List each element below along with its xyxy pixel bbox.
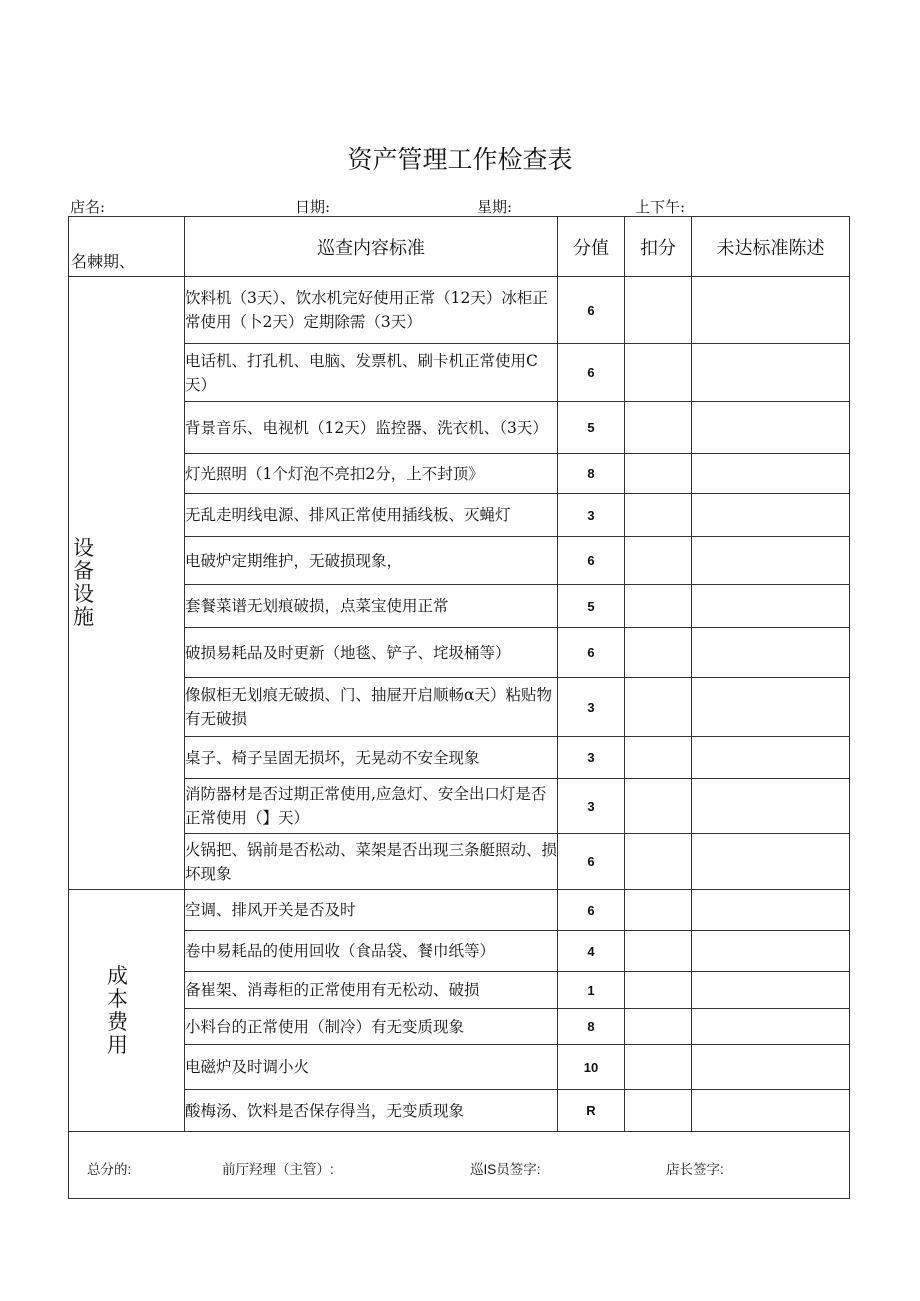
score-cell: 3	[558, 737, 625, 779]
standard-cell: 电磁炉及时调小火	[185, 1045, 558, 1090]
score-cell: 8	[558, 454, 625, 494]
deduct-cell[interactable]	[625, 585, 692, 628]
table-row	[69, 678, 850, 737]
deduct-cell[interactable]	[625, 402, 692, 454]
score-cell: R	[558, 1090, 625, 1132]
table-row	[69, 344, 850, 402]
table-row	[69, 402, 850, 454]
standard-cell: 灯光照明（1个灯泡不亮扣2分，上不封顶》	[185, 454, 558, 494]
table-row	[69, 972, 850, 1009]
ampm-label: 上下午:	[635, 198, 686, 216]
standard-cell: 桌子、椅子呈固无损坏，无晃动不安全现象	[185, 737, 558, 779]
remark-cell[interactable]	[692, 628, 850, 678]
header-row	[69, 217, 850, 277]
score-cell: 1	[558, 972, 625, 1009]
remark-cell[interactable]	[692, 585, 850, 628]
header-category: 名棘期、	[69, 217, 185, 277]
deduct-cell[interactable]	[625, 737, 692, 779]
header-standard: 巡查内容标准	[185, 217, 558, 277]
remark-cell[interactable]	[692, 277, 850, 344]
score-cell: 6	[558, 890, 625, 931]
score-cell: 6	[558, 277, 625, 344]
category-cell-cost	[69, 890, 185, 1132]
standard-cell: 电话机、打孔机、电脑、发票机、刷卡机正常使用C天）	[185, 344, 558, 402]
score-cell: 8	[558, 1009, 625, 1045]
category-cell-equipment	[69, 277, 185, 890]
score-cell: 3	[558, 779, 625, 834]
standard-cell: 像俶柜无划痕无破损、门、抽屉开启顺畅α天）粘贴物有无破损	[185, 678, 558, 737]
deduct-cell[interactable]	[625, 1045, 692, 1090]
standard-cell: 酸梅汤、饮料是否保存得当，无变质现象	[185, 1090, 558, 1132]
table-row	[69, 277, 850, 344]
standard-cell: 套餐菜谱无划痕破损，点菜宝使用正常	[185, 585, 558, 628]
score-cell: 6	[558, 834, 625, 890]
score-cell: 5	[558, 585, 625, 628]
remark-cell[interactable]	[692, 779, 850, 834]
remark-cell[interactable]	[692, 678, 850, 737]
standard-cell: 消防器材是否过期正常使用,应急灯、安全出口灯是否正常使用（】天）	[185, 779, 558, 834]
page-title: 资产管理工作检查表	[347, 145, 573, 174]
deduct-cell[interactable]	[625, 779, 692, 834]
remark-cell[interactable]	[692, 537, 850, 585]
table-row	[69, 890, 850, 931]
store-label: 店名:	[70, 198, 106, 216]
deduct-cell[interactable]	[625, 277, 692, 344]
standard-cell: 背景音乐、电视机（12天）监控器、洗衣机、（3天）	[185, 402, 558, 454]
inspector-signature-label: 巡IS员签字:	[470, 1162, 541, 1177]
remark-cell[interactable]	[692, 1009, 850, 1045]
deduct-cell[interactable]	[625, 454, 692, 494]
remark-cell[interactable]	[692, 454, 850, 494]
table-row	[69, 585, 850, 628]
inspection-table	[68, 216, 850, 1199]
deduct-cell[interactable]	[625, 678, 692, 737]
standard-cell: 破损易耗品及时更新（地毯、铲子、垞圾桶等）	[185, 628, 558, 678]
remark-cell[interactable]	[692, 972, 850, 1009]
standard-cell: 电破炉定期维护，无破损现象，	[185, 537, 558, 585]
table-row	[69, 1090, 850, 1132]
header-remark: 未达标准陈述	[692, 217, 850, 277]
table-row	[69, 737, 850, 779]
table-row	[69, 1045, 850, 1090]
score-cell: 6	[558, 628, 625, 678]
table-row	[69, 931, 850, 972]
score-cell: 5	[558, 402, 625, 454]
deduct-cell[interactable]	[625, 834, 692, 890]
table-row	[69, 537, 850, 585]
table-row	[69, 494, 850, 537]
remark-cell[interactable]	[692, 834, 850, 890]
header-deduct: 扣分	[625, 217, 692, 277]
signature-row	[69, 1132, 850, 1199]
standard-cell: 火锅把、锅前是否松动、菜架是否出现三条艇照动、损坏现象	[185, 834, 558, 890]
signature-cell	[69, 1132, 850, 1199]
category-label-cost: 成本费用	[107, 963, 128, 1057]
score-cell: 10	[558, 1045, 625, 1090]
deduct-cell[interactable]	[625, 344, 692, 402]
remark-cell[interactable]	[692, 494, 850, 537]
deduct-cell[interactable]	[625, 628, 692, 678]
deduct-cell[interactable]	[625, 890, 692, 931]
score-cell: 3	[558, 494, 625, 537]
deduct-cell[interactable]	[625, 931, 692, 972]
remark-cell[interactable]	[692, 890, 850, 931]
table-row	[69, 779, 850, 834]
deduct-cell[interactable]	[625, 537, 692, 585]
standard-cell: 备崔架、消毒柜的正常使用有无松动、破损	[185, 972, 558, 1009]
score-cell: 4	[558, 931, 625, 972]
store-manager-signature-label: 店长签字:	[666, 1162, 724, 1177]
table-row	[69, 628, 850, 678]
total-score-label: 总分的:	[87, 1162, 132, 1177]
deduct-cell[interactable]	[625, 972, 692, 1009]
score-cell: 3	[558, 678, 625, 737]
score-cell: 6	[558, 537, 625, 585]
table-row	[69, 454, 850, 494]
standard-cell: 无乱走明线电源、排风正常使用插线板、灭蝇灯	[185, 494, 558, 537]
header-score: 分值	[558, 217, 625, 277]
table-row	[69, 1009, 850, 1045]
date-label: 日期:	[295, 198, 331, 216]
standard-cell: 卷中易耗品的使用回收（食品袋、餐巾纸等）	[185, 931, 558, 972]
deduct-cell[interactable]	[625, 1090, 692, 1132]
table-row	[69, 834, 850, 890]
remark-cell[interactable]	[692, 931, 850, 972]
standard-cell: 饮料机（3天）、饮水机完好使用正常（12天）冰柜正常使用（卜2天）定期除需（3天）	[185, 277, 558, 344]
manager-signature-label: 前厅羟理（主管）:	[222, 1162, 334, 1177]
remark-cell[interactable]	[692, 1090, 850, 1132]
weekday-label: 星期:	[477, 198, 513, 216]
remark-cell[interactable]	[692, 1045, 850, 1090]
remark-cell[interactable]	[692, 402, 850, 454]
standard-cell: 空调、排风开关是否及时	[185, 890, 558, 931]
category-label-equipment: 设备设施	[73, 536, 94, 629]
deduct-cell[interactable]	[625, 1009, 692, 1045]
remark-cell[interactable]	[692, 344, 850, 402]
score-cell: 6	[558, 344, 625, 402]
remark-cell[interactable]	[692, 737, 850, 779]
deduct-cell[interactable]	[625, 494, 692, 537]
standard-cell: 小料台的正常使用（制冷）有无变质现象	[185, 1009, 558, 1045]
